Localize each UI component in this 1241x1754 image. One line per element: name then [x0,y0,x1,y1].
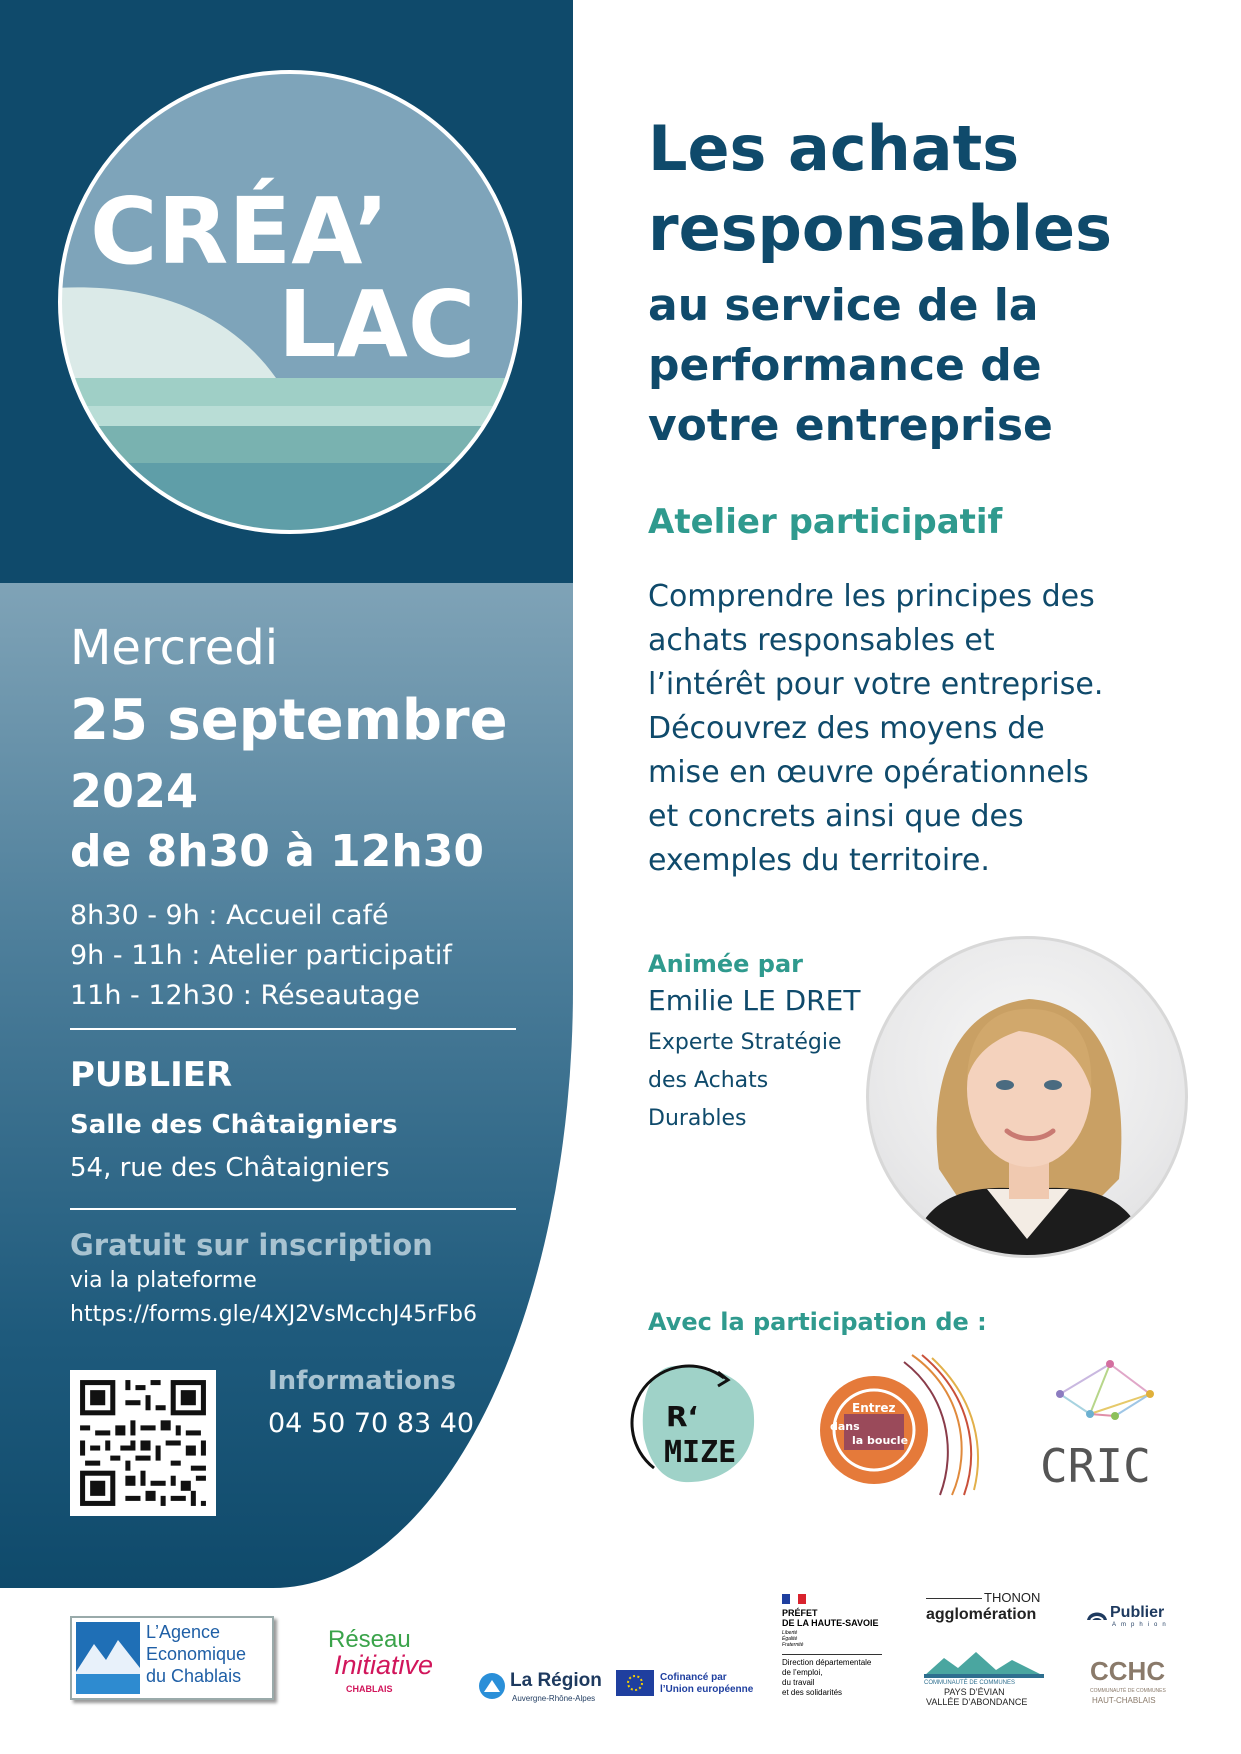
venue-hall: Salle des Châtaigniers [70,1110,398,1140]
publier-line1: Publier [1110,1604,1165,1621]
cric-text: CRIC [1040,1439,1151,1493]
remize-top: R‘ [666,1400,699,1433]
divider [70,1028,516,1030]
thonon-line2: agglomération [926,1606,1037,1623]
agence-line3: du Chablais [146,1666,242,1686]
info-phone[interactable]: 04 50 70 83 40 [268,1408,475,1439]
registration-via: via la plateforme [70,1268,257,1293]
prefet-line2: DE LA HAUTE-SAVOIE [782,1618,879,1628]
prefet-motto: Liberté [782,1630,798,1636]
venue-address: 54, rue des Châtaigniers [70,1153,390,1183]
host-label: Animée par [648,950,804,978]
info-title: Informations [268,1366,457,1396]
registration-title: Gratuit sur inscription [70,1228,433,1262]
atelier-description: Comprendre les principes des achats responsables et l’intérêt pour votre entreprise. Découvrez des moyens de mise en œuvre opérationnels et concrets ainsi que des exemples du territoire. [648,579,1104,878]
schedule-item: 9h - 11h : Atelier participatif [70,940,452,971]
portrait-illustration [869,939,1185,1255]
qr-code[interactable] [70,1370,216,1516]
cric-logo [1040,1354,1170,1494]
publier-line2: Amphion [1112,1622,1171,1628]
divider [782,1654,882,1655]
prefet-dir: Direction départementale [782,1658,872,1667]
host-portrait [866,936,1188,1258]
prefet-dir: de l’emploi, [782,1668,823,1677]
schedule-item: 8h30 - 9h : Accueil café [70,900,389,931]
agence-economique-logo [70,1616,274,1700]
remize-logo [614,1358,764,1490]
prefet-dir: et des solidarités [782,1688,843,1697]
boucle-l1: Entrez [852,1401,896,1415]
schedule-item: 11h - 12h30 : Réseautage [70,980,420,1011]
region-icon [478,1672,506,1700]
venue-city: PUBLIER [70,1055,233,1095]
atelier-title: Atelier participatif [648,502,1003,542]
boucle-l2: dans [830,1420,860,1433]
evian-mountain-icon [924,1650,1044,1678]
cchc-line2: COMMUNAUTÉ DE COMMUNES [1090,1688,1166,1694]
reseau-line1: Réseau [328,1626,411,1653]
remize-bottom: MIZE [664,1435,737,1470]
divider [926,1598,982,1599]
evian-line1: COMMUNAUTÉ DE COMMUNES [924,1680,1015,1686]
thonon-line1: THONON [984,1590,1041,1605]
host-role: Experte Stratégie des Achats Durables [648,1030,842,1131]
french-flag-icon [782,1594,806,1604]
logo-line2: LAC [278,271,476,378]
host-name: Emilie LE DRET [648,984,861,1017]
region-name: La Région [510,1670,602,1691]
prefet-line1: PRÉFET [782,1608,818,1618]
publier-icon [1086,1606,1108,1624]
registration-link[interactable]: https://forms.gle/4XJ2VsMcchJ45rFb6 [70,1302,477,1327]
prefet-motto: Fraternité [782,1642,804,1648]
mountain-icon [76,1622,140,1694]
evian-line2: PAYS D’ÉVIAN [944,1687,1005,1697]
agence-line2: Economique [146,1644,247,1664]
agence-line1: L’Agence [146,1622,221,1642]
event-year: 2024 [70,764,199,818]
cchc-line3: HAUT-CHABLAIS [1092,1696,1156,1705]
eu-flag-icon [616,1670,654,1696]
headline-line2: responsables [648,192,1112,265]
prefet-motto: Égalité [782,1636,798,1642]
eu-line1: Cofinancé par [660,1672,727,1683]
logo-line1: CRÉA’ [90,178,389,285]
event-date: 25 septembre [70,688,508,753]
evian-line3: VALLÉE D’ABONDANCE [926,1697,1028,1707]
region-sub: Auvergne-Rhône-Alpes [512,1694,596,1703]
reseau-line2: Initiative [334,1650,434,1680]
event-time: de 8h30 à 12h30 [70,826,484,877]
eu-line2: l’Union européenne [660,1684,754,1695]
entrez-dans-la-boucle-logo [812,1350,982,1500]
boucle-l3: la boucle [852,1434,909,1447]
cchc-line1: CCHC [1090,1656,1166,1686]
qr-code-icon [70,1370,216,1516]
prefet-dir: du travail [782,1678,815,1687]
divider [70,1208,516,1210]
headline-line1: Les achats [648,112,1020,185]
crealac-logo [56,68,524,536]
headline-subtitle: au service de la performance de votre entreprise [648,280,1053,451]
event-day: Mercredi [70,620,279,676]
reseau-line3: CHABLAIS [346,1684,393,1694]
partners-title: Avec la participation de : [648,1308,987,1336]
